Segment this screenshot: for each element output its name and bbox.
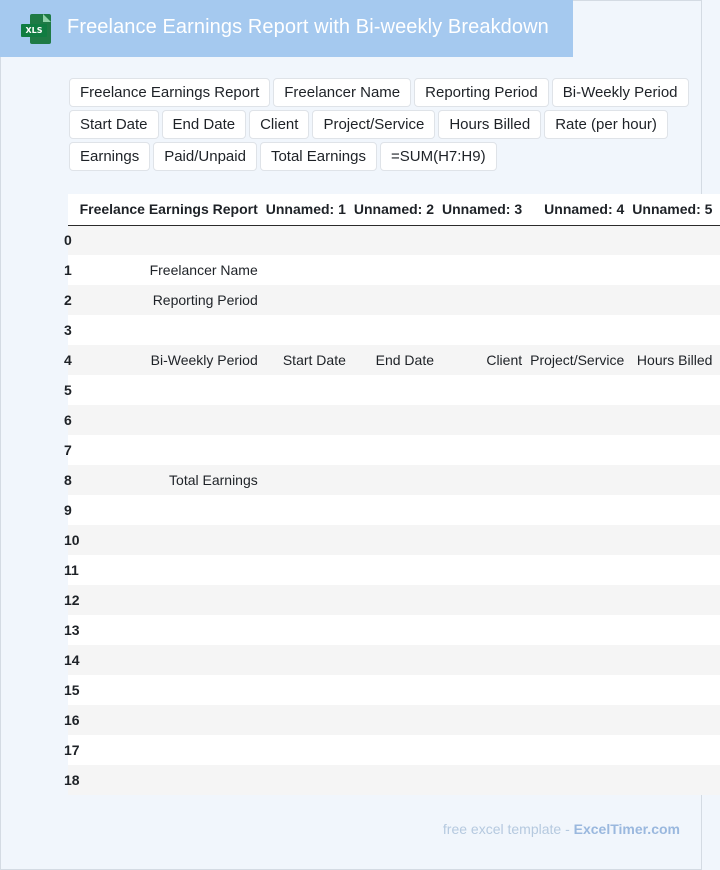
table-cell[interactable]: [442, 465, 530, 495]
table-cell[interactable]: [442, 675, 530, 705]
table-cell[interactable]: [354, 585, 442, 615]
table-row: [68, 495, 720, 525]
row-index: 15: [68, 675, 80, 705]
table-cell[interactable]: [632, 645, 720, 675]
row-index: 6: [68, 405, 80, 435]
table-cell[interactable]: [442, 705, 530, 735]
table-cell[interactable]: [80, 375, 266, 405]
column-header: Unnamed: 1: [266, 194, 354, 225]
table-row: [68, 765, 720, 795]
table-cell[interactable]: Hours Billed: [632, 345, 720, 375]
table-cell[interactable]: [354, 465, 442, 495]
row-index: 3: [68, 315, 80, 345]
table-cell[interactable]: [266, 315, 354, 345]
table-cell[interactable]: [80, 405, 266, 435]
table-row: [68, 345, 720, 375]
table-cell[interactable]: [266, 495, 354, 525]
table-cell[interactable]: [354, 555, 442, 585]
xls-file-icon: [21, 14, 51, 44]
table-cell[interactable]: [530, 675, 632, 705]
table-cell[interactable]: [80, 675, 266, 705]
table-cell[interactable]: [266, 255, 354, 285]
table-cell[interactable]: [530, 435, 632, 465]
table-cell[interactable]: [632, 765, 720, 795]
table-cell[interactable]: [80, 495, 266, 525]
table-cell[interactable]: Start Date: [266, 345, 354, 375]
table-cell[interactable]: [354, 675, 442, 705]
table-cell[interactable]: [632, 585, 720, 615]
table-cell[interactable]: [80, 225, 266, 255]
row-index: 18: [68, 765, 80, 795]
table-row: [68, 405, 720, 435]
table-cell[interactable]: Bi-Weekly Period: [80, 345, 266, 375]
table-cell[interactable]: [266, 225, 354, 255]
table-cell[interactable]: [266, 465, 354, 495]
table-cell[interactable]: [266, 675, 354, 705]
table-cell[interactable]: Project/Service: [530, 345, 632, 375]
table-cell[interactable]: [530, 585, 632, 615]
table-cell[interactable]: [632, 285, 720, 315]
table-cell[interactable]: Total Earnings: [80, 465, 266, 495]
field-chip[interactable]: Hours Billed: [438, 110, 541, 139]
header-band: [0, 0, 573, 57]
table-cell[interactable]: [442, 615, 530, 645]
table-cell[interactable]: [266, 735, 354, 765]
table-cell[interactable]: [354, 435, 442, 465]
row-index: 13: [68, 615, 80, 645]
field-chip[interactable]: Start Date: [69, 110, 159, 139]
table-row: [68, 525, 720, 555]
field-chip[interactable]: =SUM(H7:H9): [380, 142, 497, 171]
table-cell[interactable]: [632, 435, 720, 465]
table-cell[interactable]: [530, 285, 632, 315]
table-cell[interactable]: [632, 555, 720, 585]
spreadsheet-table: [64, 194, 720, 795]
table-cell[interactable]: [530, 315, 632, 345]
table-cell[interactable]: [632, 525, 720, 555]
spreadsheet-preview: [64, 194, 713, 795]
field-chip[interactable]: Total Earnings: [260, 142, 377, 171]
table-cell[interactable]: [354, 615, 442, 645]
table-cell[interactable]: [530, 555, 632, 585]
table-cell[interactable]: Freelancer Name: [80, 255, 266, 285]
table-cell[interactable]: [442, 435, 530, 465]
row-index: 0: [68, 225, 80, 255]
row-index: 17: [68, 735, 80, 765]
table-row: [68, 615, 720, 645]
xls-badge: XLS: [21, 24, 47, 37]
table-cell[interactable]: [266, 615, 354, 645]
table-cell[interactable]: [80, 735, 266, 765]
page-title: Freelance Earnings Report with Bi-weekly Breakdown: [67, 16, 549, 38]
row-index: 5: [68, 375, 80, 405]
footer-credit: [443, 821, 680, 837]
table-row: [68, 285, 720, 315]
row-index: 4: [68, 345, 80, 375]
table-cell[interactable]: [266, 285, 354, 315]
table-row: [68, 375, 720, 405]
table-cell[interactable]: [530, 495, 632, 525]
table-cell[interactable]: [530, 645, 632, 675]
table-cell[interactable]: [80, 615, 266, 645]
table-cell[interactable]: [354, 285, 442, 315]
table-cell[interactable]: [530, 615, 632, 645]
table-cell[interactable]: [442, 285, 530, 315]
table-cell[interactable]: [80, 315, 266, 345]
field-chip[interactable]: Bi-Weekly Period: [552, 78, 689, 107]
sheet-fold: [43, 14, 51, 22]
table-row: [68, 735, 720, 765]
table-cell[interactable]: [266, 375, 354, 405]
table-cell[interactable]: [530, 735, 632, 765]
table-cell[interactable]: [530, 375, 632, 405]
row-index: 10: [68, 525, 80, 555]
table-row: [68, 555, 720, 585]
table-cell[interactable]: [354, 525, 442, 555]
column-header: Freelance Earnings Report: [80, 194, 266, 225]
table-cell[interactable]: [632, 255, 720, 285]
table-cell[interactable]: [442, 765, 530, 795]
row-index: 7: [68, 435, 80, 465]
table-cell[interactable]: [632, 375, 720, 405]
footer-prefix: free excel template -: [442, 821, 574, 837]
table-cell[interactable]: [354, 765, 442, 795]
table-cell[interactable]: [442, 405, 530, 435]
table-cell[interactable]: [354, 405, 442, 435]
table-row: [68, 435, 720, 465]
table-row: [68, 255, 720, 285]
table-cell[interactable]: [442, 645, 530, 675]
table-row: [68, 705, 720, 735]
table-row: [68, 315, 720, 345]
row-index: 2: [68, 285, 80, 315]
table-cell[interactable]: [442, 225, 530, 255]
field-chip[interactable]: Earnings: [69, 142, 150, 171]
index-header: [68, 194, 80, 225]
table-cell[interactable]: [442, 585, 530, 615]
table-cell[interactable]: End Date: [354, 345, 442, 375]
table-row: [68, 465, 720, 495]
table-cell[interactable]: [632, 225, 720, 255]
table-cell[interactable]: [530, 765, 632, 795]
table-cell[interactable]: [530, 405, 632, 435]
table-row: [68, 645, 720, 675]
table-cell[interactable]: [530, 465, 632, 495]
table-cell[interactable]: [80, 555, 266, 585]
row-index: 9: [68, 495, 80, 525]
table-cell[interactable]: [442, 375, 530, 405]
table-cell[interactable]: [442, 315, 530, 345]
table-cell[interactable]: [266, 645, 354, 675]
field-chip[interactable]: End Date: [162, 110, 247, 139]
table-cell[interactable]: [80, 765, 266, 795]
row-index: 14: [68, 645, 80, 675]
column-header: Unnamed: 2: [354, 194, 442, 225]
field-chip[interactable]: Project/Service: [312, 110, 435, 139]
table-cell[interactable]: [80, 705, 266, 735]
column-header: Unnamed: 5: [632, 194, 720, 225]
table-cell[interactable]: [266, 435, 354, 465]
table-cell[interactable]: [632, 315, 720, 345]
table-cell[interactable]: [354, 495, 442, 525]
table-cell[interactable]: Client: [442, 345, 530, 375]
field-chip[interactable]: Freelancer Name: [273, 78, 411, 107]
row-index: 16: [68, 705, 80, 735]
table-cell[interactable]: [530, 525, 632, 555]
table-cell[interactable]: [632, 495, 720, 525]
row-index: 11: [68, 555, 80, 585]
table-cell[interactable]: [632, 705, 720, 735]
table-body: [64, 225, 720, 795]
table-cell[interactable]: [442, 735, 530, 765]
table-row: [68, 225, 720, 255]
field-chip[interactable]: Paid/Unpaid: [153, 142, 257, 171]
table-cell[interactable]: [354, 375, 442, 405]
table-cell[interactable]: [80, 645, 266, 675]
column-header: Unnamed: 4: [530, 194, 632, 225]
table-cell[interactable]: [442, 255, 530, 285]
table-cell[interactable]: [442, 555, 530, 585]
field-chip-list: [69, 78, 689, 171]
table-cell[interactable]: [530, 225, 632, 255]
table-row: [68, 585, 720, 615]
table-cell[interactable]: [354, 735, 442, 765]
table-cell[interactable]: [266, 705, 354, 735]
table-cell[interactable]: [354, 225, 442, 255]
column-header: Unnamed: 3: [442, 194, 530, 225]
field-chip[interactable]: Client: [249, 110, 309, 139]
field-chip[interactable]: Reporting Period: [414, 78, 549, 107]
table-cell[interactable]: [80, 435, 266, 465]
table-cell[interactable]: [80, 585, 266, 615]
table-cell[interactable]: [530, 705, 632, 735]
row-index: 8: [68, 465, 80, 495]
field-chip[interactable]: Freelance Earnings Report: [69, 78, 270, 107]
table-cell[interactable]: [266, 525, 354, 555]
table-cell[interactable]: [354, 645, 442, 675]
row-index: 1: [68, 255, 80, 285]
table-cell[interactable]: [354, 255, 442, 285]
row-index: 12: [68, 585, 80, 615]
table-row: [68, 675, 720, 705]
footer-brand-link[interactable]: ExcelTimer.com: [573, 821, 680, 837]
table-cell[interactable]: [266, 585, 354, 615]
table-cell[interactable]: [266, 555, 354, 585]
table-cell[interactable]: [530, 255, 632, 285]
table-cell[interactable]: [632, 615, 720, 645]
table-cell[interactable]: [80, 525, 266, 555]
table-cell[interactable]: [354, 705, 442, 735]
table-cell[interactable]: [266, 765, 354, 795]
table-cell[interactable]: [632, 675, 720, 705]
table-cell[interactable]: [632, 465, 720, 495]
table-cell[interactable]: Reporting Period: [80, 285, 266, 315]
table-cell[interactable]: [442, 495, 530, 525]
table-cell[interactable]: [442, 525, 530, 555]
table-cell[interactable]: [632, 735, 720, 765]
table-cell[interactable]: [354, 315, 442, 345]
table-cell[interactable]: [632, 405, 720, 435]
table-cell[interactable]: [266, 405, 354, 435]
table-header-row: [68, 194, 720, 225]
field-chip[interactable]: Rate (per hour): [544, 110, 668, 139]
